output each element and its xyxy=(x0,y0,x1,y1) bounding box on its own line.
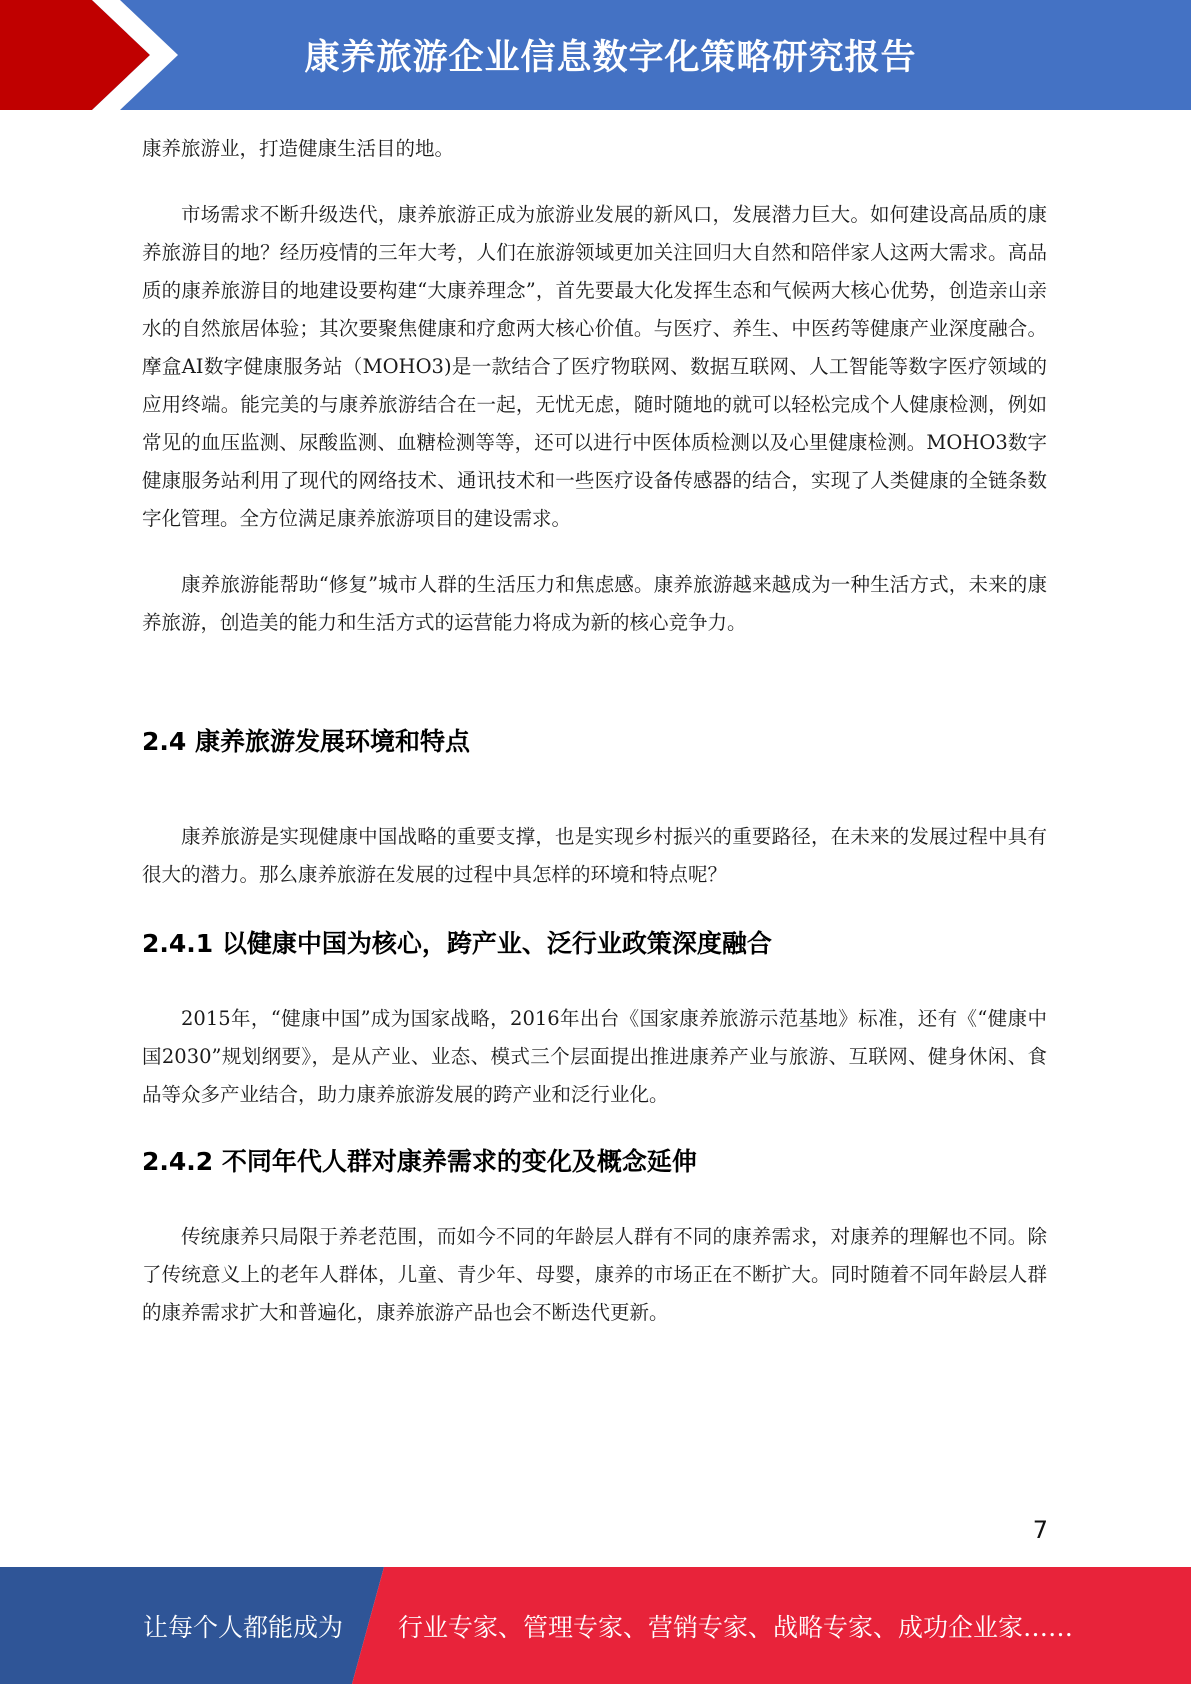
paragraph: 2015年，“健康中国”成为国家战略，2016年出台《国家康养旅游示范基地》标准，还有《“健康中国2030”规划纲要》，是从产业、业态、模式三个层面提出推进康养产业与旅游、互联网、健身休闲、食品等众多产业结合，助力康养旅游发展的跨产业和泛行业化。 xyxy=(142,1007,1047,1106)
page-header xyxy=(0,0,1191,110)
paragraph: 康养旅游是实现健康中国战略的重要支撑，也是实现乡村振兴的重要路径，在未来的发展过程中具有很大的潜力。那么康养旅游在发展的过程中具怎样的环境和特点呢？ xyxy=(142,825,1047,886)
footer-slogan-left: 让每个人都能成为 xyxy=(143,1612,344,1642)
section-heading-2-4-2: 2.4.2 不同年代人群对康养需求的变化及概念延伸 xyxy=(142,1147,697,1176)
footer-slogan-right: 行业专家、管理专家、营销专家、战略专家、成功企业家…… xyxy=(398,1612,1074,1642)
paragraph: 康养旅游能帮助“修复”城市人群的生活压力和焦虑感。康养旅游越来越成为一种生活方式，未来的康养旅游，创造美的能力和生活方式的运营能力将成为新的核心竞争力。 xyxy=(142,573,1047,634)
paragraph: 市场需求不断升级迭代，康养旅游正成为旅游业发展的新风口，发展潜力巨大。如何建设高品质的康养旅游目的地？经历疫情的三年大考，人们在旅游领域更加关注回归大自然和陪伴家人这两大需求。高品质的康养旅游目的地建设要构建“大康养理念”，首先要最大化发挥生态和气候两大核心优势，创造亲山亲水的自然旅居体验；其次要聚焦健康和疗愈两大核心价值。与医疗、养生、中医药等健康产业深度融合。摩盒AI数字健康服务站（MOHO3)是一款结合了医疗物联网、数据互联网、人工智能等数字医疗领域的应用终端。能完美的与康养旅游结合在一起，无忧无虑，随时随地的就可以轻松完成个人健康检测，例如常见的血压监测、尿酸监测、血糖检测等等，还可以进行中医体质检测以及心里健康检测。MOHO3数字健康服务站利用了现代的网络技术、通讯技术和一些医疗设备传感器的结合，实现了人类健康的全链条数字化管理。全方位满足康养旅游项目的建设需求。 xyxy=(142,203,1047,530)
section-heading-2-4: 2.4 康养旅游发展环境和特点 xyxy=(142,727,470,756)
paragraph: 康养旅游业，打造健康生活目的地。 xyxy=(142,137,455,160)
report-title: 康养旅游企业信息数字化策略研究报告 xyxy=(304,38,917,78)
page-content xyxy=(142,130,1047,1332)
page-number: 7 xyxy=(1032,1516,1048,1544)
paragraph: 传统康养只局限于养老范围，而如今不同的年龄层人群有不同的康养需求，对康养的理解也不同。除了传统意义上的老年人群体，儿童、青少年、母婴，康养的市场正在不断扩大。同时随着不同年龄层人群的康养需求扩大和普遍化，康养旅游产品也会不断迭代更新。 xyxy=(142,1225,1047,1324)
page-footer xyxy=(0,1567,1191,1684)
section-heading-2-4-1: 2.4.1 以健康中国为核心，跨产业、泛行业政策深度融合 xyxy=(142,929,772,958)
header-red-chevron-decoration xyxy=(0,0,200,110)
